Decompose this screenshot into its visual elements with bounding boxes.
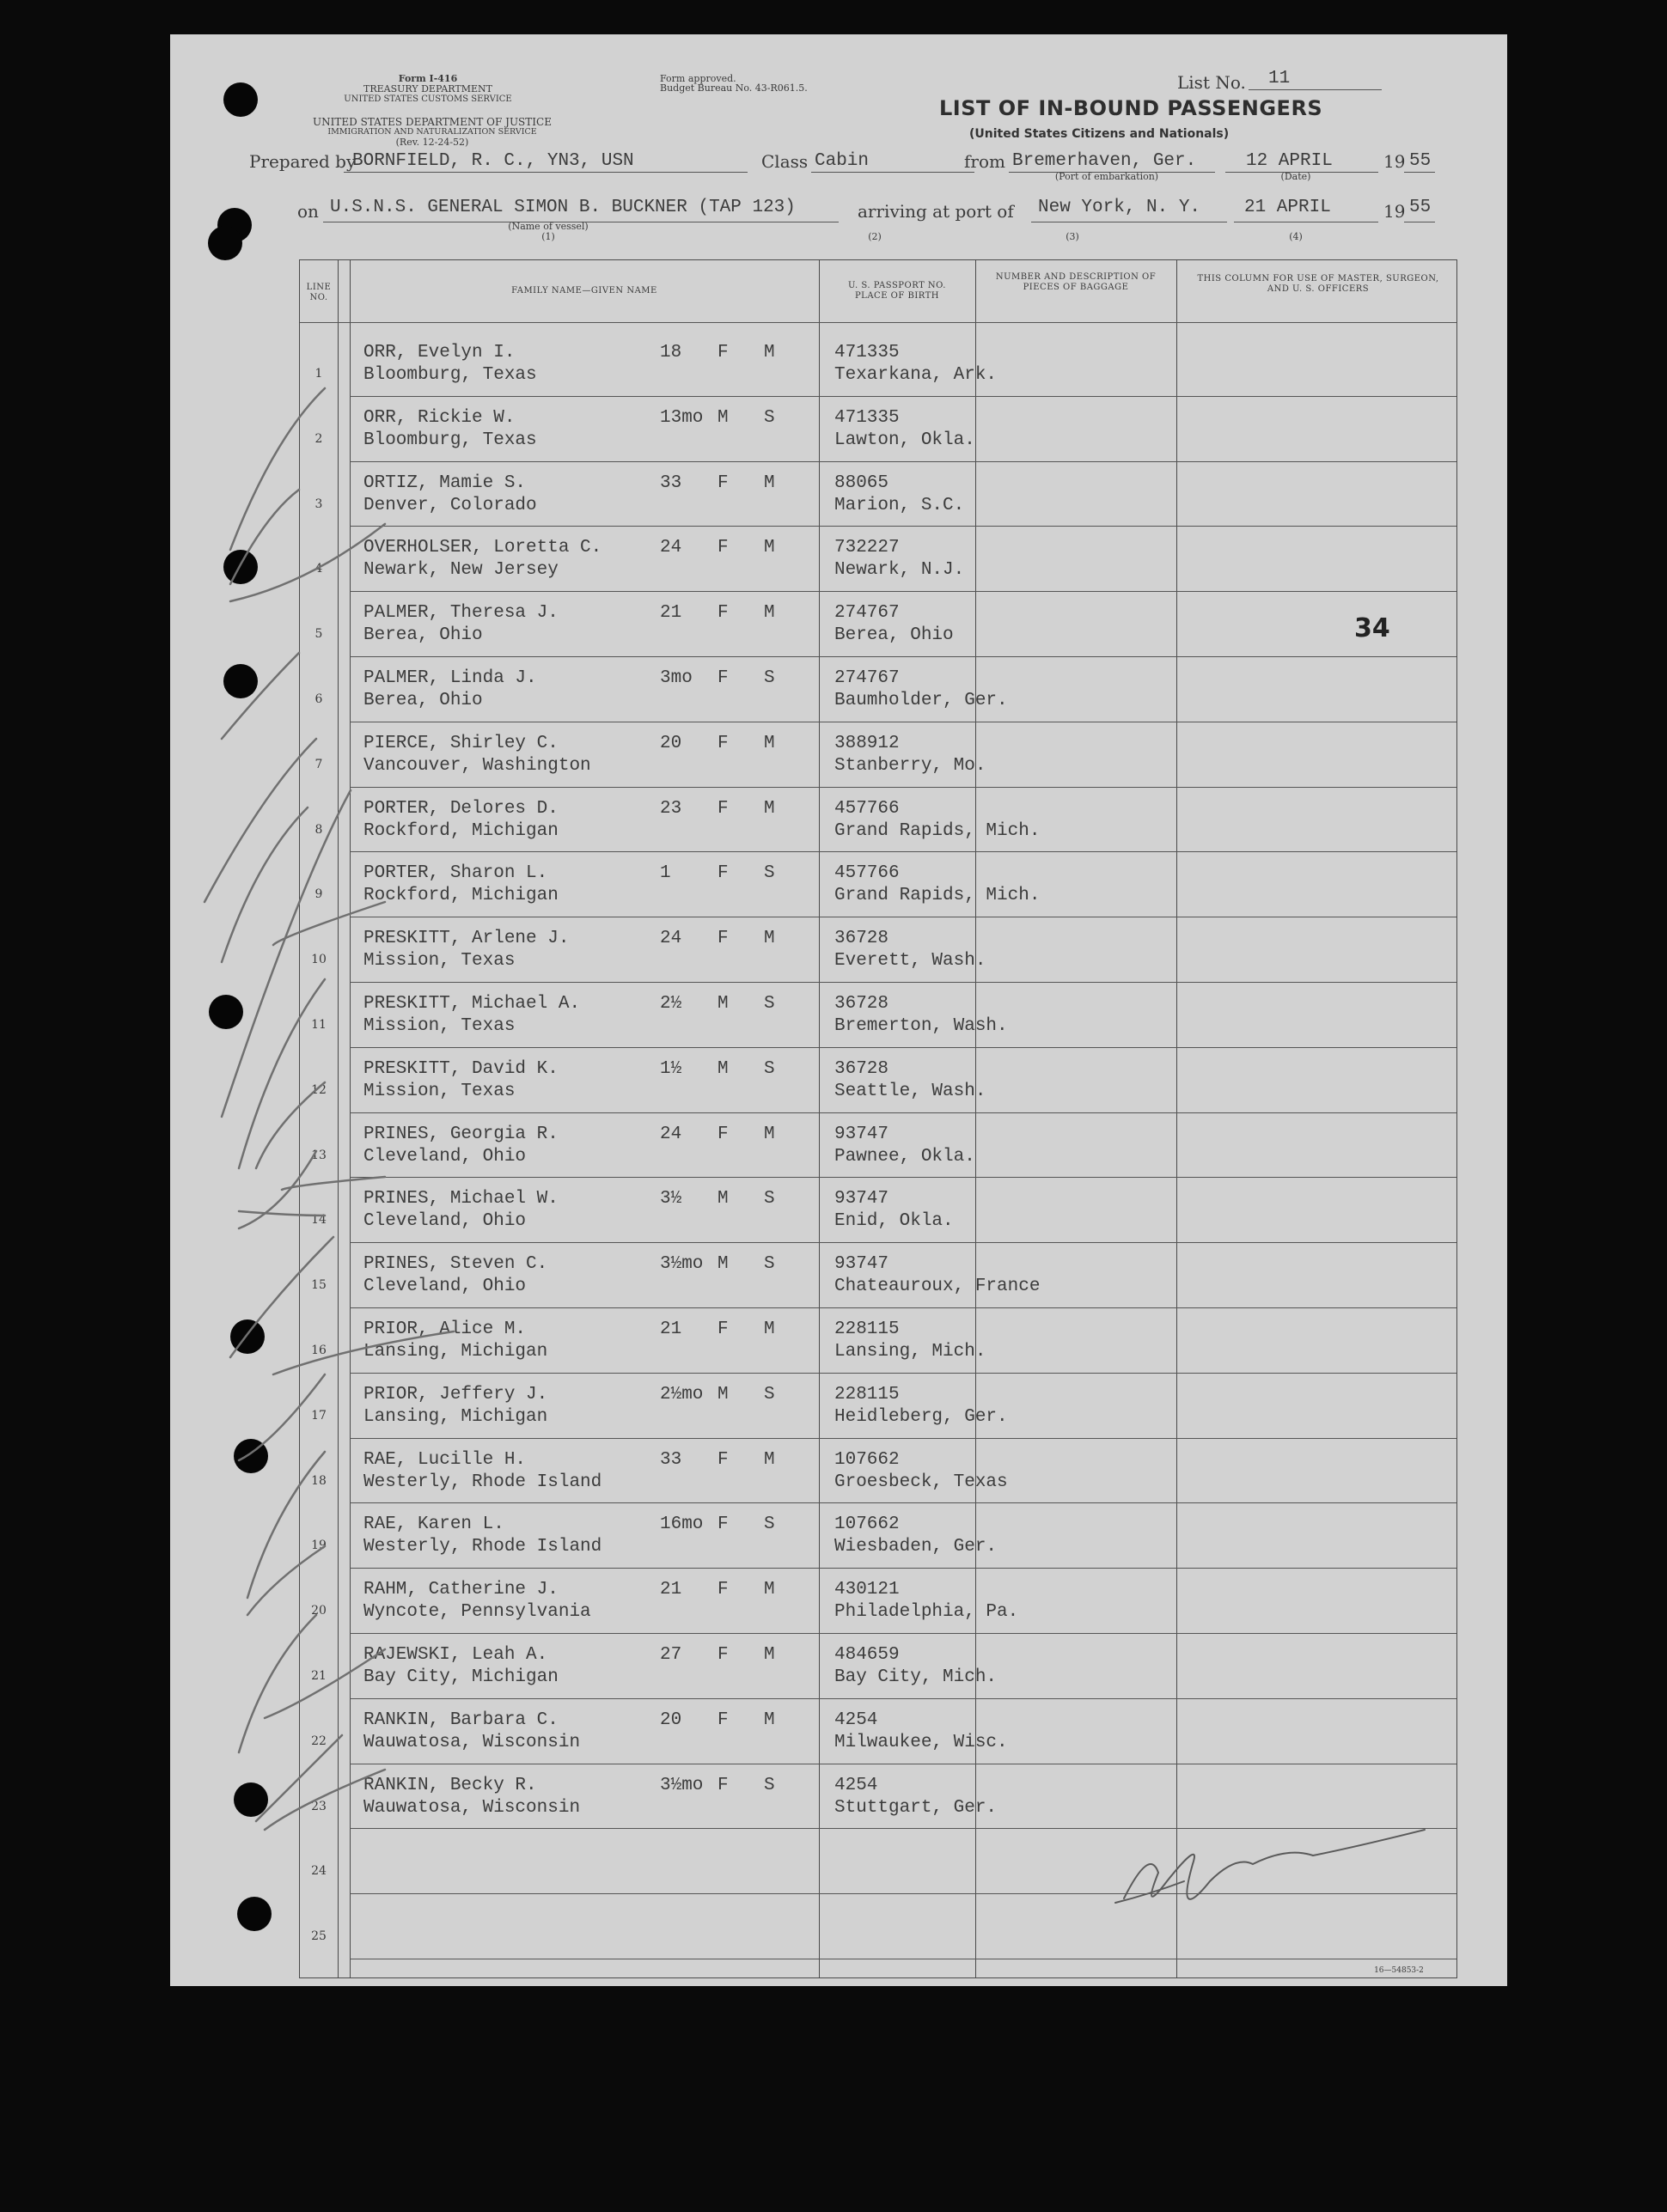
passenger-sex: M <box>717 407 729 428</box>
passenger-residence: Vancouver, Washington <box>363 755 591 776</box>
place-of-birth: Stuttgart, Ger. <box>834 1797 998 1818</box>
place-of-birth: Berea, Ohio <box>834 625 954 646</box>
passenger-age: 3½mo <box>660 1775 704 1795</box>
passenger-residence: Rockford, Michigan <box>363 820 559 841</box>
marital-status: M <box>764 603 775 624</box>
manifest-sheet <box>170 34 1507 1986</box>
passenger-age: 18 <box>660 343 682 363</box>
passport-number: 471335 <box>834 343 900 363</box>
marital-status: M <box>764 1449 775 1470</box>
passenger-name: PRESKITT, Arlene J. <box>363 929 570 949</box>
line-number: 15 <box>311 1278 327 1293</box>
passenger-residence: Mission, Texas <box>363 1081 516 1101</box>
class-value: Cabin <box>815 151 870 171</box>
passenger-name: RAHM, Catherine J. <box>363 1580 559 1600</box>
passenger-age: 2½mo <box>660 1384 704 1405</box>
marital-status: M <box>764 1124 775 1144</box>
place-of-birth: Enid, Okla. <box>834 1211 954 1232</box>
passenger-residence: Wauwatosa, Wisconsin <box>363 1732 581 1752</box>
passport-number: 457766 <box>834 798 900 819</box>
marital-status: M <box>764 1580 775 1600</box>
marital-status: M <box>764 798 775 819</box>
passenger-sex: F <box>717 1319 729 1339</box>
line-number: 22 <box>311 1734 327 1748</box>
passport-number: 274767 <box>834 668 900 688</box>
marital-status: S <box>764 1775 775 1795</box>
passenger-residence: Cleveland, Ohio <box>363 1211 527 1232</box>
on-label: on <box>297 201 319 222</box>
passenger-residence: Wauwatosa, Wisconsin <box>363 1797 581 1818</box>
passenger-sex: F <box>717 1645 729 1665</box>
passport-number: 36728 <box>834 929 889 949</box>
marital-status: S <box>764 1189 775 1210</box>
passport-number: 228115 <box>834 1319 900 1339</box>
passenger-sex: F <box>717 538 729 558</box>
passenger-residence: Cleveland, Ohio <box>363 1277 527 1297</box>
class-label: Class <box>761 151 809 172</box>
place-of-birth: Marion, S.C. <box>834 495 965 515</box>
marital-status: M <box>764 733 775 753</box>
passenger-residence: Westerly, Rhode Island <box>363 1472 602 1492</box>
vessel-name: U.S.N.S. GENERAL SIMON B. BUCKNER (TAP 123) <box>330 198 796 217</box>
marital-status: M <box>764 929 775 949</box>
passenger-name: OVERHOLSER, Loretta C. <box>363 538 602 558</box>
arrival-date: 21 APRIL <box>1244 198 1331 217</box>
place-of-birth: Everett, Wash. <box>834 951 986 972</box>
place-of-birth: Seattle, Wash. <box>834 1081 986 1101</box>
line-number: 19 <box>311 1539 327 1553</box>
passenger-age: 3mo <box>660 668 693 688</box>
handwritten-count: 34 <box>1354 613 1390 643</box>
passport-number: 93747 <box>834 1189 889 1210</box>
line-number: 2 <box>314 431 323 446</box>
line-number: 17 <box>311 1408 327 1423</box>
passenger-name: RAJEWSKI, Leah A. <box>363 1645 548 1665</box>
port-caption: (Port of embarkation) <box>1054 171 1159 182</box>
place-of-birth: Wiesbaden, Ger. <box>834 1537 998 1557</box>
line-number: 12 <box>311 1082 327 1097</box>
passenger-name: PRIOR, Alice M. <box>363 1319 527 1339</box>
passenger-residence: Cleveland, Ohio <box>363 1146 527 1167</box>
from-label: from <box>964 151 1005 172</box>
passenger-name: PORTER, Delores D. <box>363 798 559 819</box>
passport-number: 88065 <box>834 472 889 493</box>
passenger-age: 33 <box>660 1449 682 1470</box>
passport-number: 388912 <box>834 733 900 753</box>
arrival-year-prefix: 19 <box>1383 201 1406 222</box>
line-number: 10 <box>311 953 327 967</box>
place-of-birth: Groesbeck, Texas <box>834 1472 1008 1492</box>
form-number: Form I-416 <box>398 73 458 84</box>
from-date: 12 APRIL <box>1246 151 1333 171</box>
line-number: 16 <box>311 1344 327 1357</box>
passenger-sex: M <box>717 1384 729 1405</box>
passenger-sex: F <box>717 668 729 688</box>
form-approved: Form approved. <box>660 73 736 84</box>
passenger-age: 3½mo <box>660 1254 704 1275</box>
passenger-name: RANKIN, Barbara C. <box>363 1709 559 1730</box>
passenger-residence: Newark, New Jersey <box>363 560 559 581</box>
passenger-age: 24 <box>660 1124 682 1144</box>
caption-2: (2) <box>868 231 882 242</box>
form-revision: (Rev. 12-24-52) <box>395 137 469 148</box>
col-header-baggage: NUMBER AND DESCRIPTION OF PIECES OF BAGGAGE <box>995 272 1157 292</box>
passport-number: 471335 <box>834 407 900 428</box>
place-of-birth: Texarkana, Ark. <box>834 365 998 385</box>
passenger-sex: F <box>717 343 729 363</box>
passenger-residence: Lansing, Michigan <box>363 1406 548 1427</box>
passenger-residence: Mission, Texas <box>363 1016 516 1036</box>
line-number: 4 <box>314 562 323 576</box>
passenger-age: 24 <box>660 538 682 558</box>
passenger-age: 24 <box>660 929 682 949</box>
passenger-age: 21 <box>660 603 682 624</box>
vessel-caption: (Name of vessel) <box>508 221 589 232</box>
caption-3: (3) <box>1066 231 1079 242</box>
passport-number: 4254 <box>834 1709 878 1730</box>
from-year-prefix: 19 <box>1383 151 1406 172</box>
passenger-sex: F <box>717 1449 729 1470</box>
passenger-name: PRESKITT, David K. <box>363 1058 559 1079</box>
place-of-birth: Grand Rapids, Mich. <box>834 820 1041 841</box>
place-of-birth: Heidleberg, Ger. <box>834 1406 1008 1427</box>
passport-number: 4254 <box>834 1775 878 1795</box>
passenger-sex: M <box>717 1058 729 1079</box>
passenger-sex: F <box>717 1124 729 1144</box>
passenger-name: PRINES, Steven C. <box>363 1254 548 1275</box>
passenger-residence: Berea, Ohio <box>363 625 483 646</box>
marital-status: M <box>764 538 775 558</box>
place-of-birth: Newark, N.J. <box>834 560 965 581</box>
passport-number: 228115 <box>834 1384 900 1405</box>
budget-bureau: Budget Bureau No. 43-R061.5. <box>660 82 808 94</box>
passenger-name: RANKIN, Becky R. <box>363 1775 537 1795</box>
passport-number: 107662 <box>834 1449 900 1470</box>
passenger-name: ORR, Evelyn I. <box>363 343 516 363</box>
marital-status: M <box>764 1319 775 1339</box>
passenger-name: PRESKITT, Michael A. <box>363 994 581 1014</box>
line-number: 1 <box>314 367 323 381</box>
passenger-age: 1 <box>660 863 671 884</box>
arriving-label: arriving at port of <box>858 201 1014 222</box>
passenger-age: 16mo <box>660 1514 704 1535</box>
page-subtitle: (United States Citizens and Nationals) <box>969 127 1230 141</box>
marital-status: S <box>764 668 775 688</box>
passenger-age: 3½ <box>660 1189 682 1210</box>
from-year: 55 <box>1409 151 1432 171</box>
passenger-name: PRIOR, Jeffery J. <box>363 1384 548 1405</box>
passenger-residence: Denver, Colorado <box>363 495 537 515</box>
marital-status: M <box>764 472 775 493</box>
place-of-birth: Bremerton, Wash. <box>834 1016 1008 1036</box>
passenger-name: PALMER, Theresa J. <box>363 603 559 624</box>
passport-number: 430121 <box>834 1580 900 1600</box>
passenger-residence: Lansing, Michigan <box>363 1342 548 1362</box>
marital-status: S <box>764 1514 775 1535</box>
passenger-residence: Bloomburg, Texas <box>363 430 537 450</box>
marital-status: S <box>764 994 775 1014</box>
passport-number: 274767 <box>834 603 900 624</box>
dept-customs: UNITED STATES CUSTOMS SERVICE <box>344 94 512 104</box>
passenger-sex: F <box>717 929 729 949</box>
col-header-line-no: LINE NO. <box>306 283 332 302</box>
pencil-tick-marks <box>170 34 1507 1986</box>
place-of-birth: Stanberry, Mo. <box>834 755 986 776</box>
passenger-name: ORR, Rickie W. <box>363 407 516 428</box>
marital-status: S <box>764 1254 775 1275</box>
passenger-residence: Rockford, Michigan <box>363 886 559 906</box>
passenger-residence: Mission, Texas <box>363 951 516 972</box>
line-number: 13 <box>311 1148 327 1162</box>
passenger-sex: F <box>717 1775 729 1795</box>
marital-status: S <box>764 1384 775 1405</box>
date-caption: (Date) <box>1280 171 1311 182</box>
dept-justice: UNITED STATES DEPARTMENT OF JUSTICE <box>313 116 552 128</box>
line-number: 24 <box>311 1864 327 1879</box>
passenger-sex: F <box>717 603 729 624</box>
passenger-sex: F <box>717 798 729 819</box>
passenger-name: PORTER, Sharon L. <box>363 863 548 884</box>
place-of-birth: Philadelphia, Pa. <box>834 1602 1019 1623</box>
passenger-sex: F <box>717 863 729 884</box>
from-port: Bremerhaven, Ger. <box>1012 151 1197 171</box>
line-number: 7 <box>314 757 323 771</box>
line-number: 18 <box>311 1473 327 1488</box>
marital-status: S <box>764 1058 775 1079</box>
line-number: 20 <box>311 1604 327 1618</box>
passenger-residence: Bay City, Michigan <box>363 1667 559 1687</box>
place-of-birth: Bay City, Mich. <box>834 1667 998 1687</box>
passenger-name: PIERCE, Shirley C. <box>363 733 559 753</box>
line-number: 9 <box>314 887 323 902</box>
passenger-sex: M <box>717 1189 729 1210</box>
marital-status: S <box>764 863 775 884</box>
passenger-name: RAE, Lucille H. <box>363 1449 527 1470</box>
line-number: 6 <box>314 692 323 706</box>
place-of-birth: Chateauroux, France <box>834 1277 1041 1297</box>
passenger-sex: F <box>717 472 729 493</box>
line-number: 14 <box>311 1213 327 1228</box>
passenger-age: 2½ <box>660 994 682 1014</box>
line-number: 5 <box>314 627 323 642</box>
passenger-age: 20 <box>660 733 682 753</box>
col-header-name: FAMILY NAME—GIVEN NAME <box>511 286 657 296</box>
caption-4: (4) <box>1289 231 1303 242</box>
passenger-name: PALMER, Linda J. <box>363 668 537 688</box>
place-of-birth: Lansing, Mich. <box>834 1342 986 1362</box>
passenger-residence: Westerly, Rhode Island <box>363 1537 602 1557</box>
passenger-name: ORTIZ, Mamie S. <box>363 472 527 493</box>
passenger-age: 13mo <box>660 407 704 428</box>
passenger-age: 27 <box>660 1645 682 1665</box>
passport-number: 107662 <box>834 1514 900 1535</box>
passenger-name: PRINES, Georgia R. <box>363 1124 559 1144</box>
place-of-birth: Milwaukee, Wisc. <box>834 1732 1008 1752</box>
passenger-sex: M <box>717 1254 729 1275</box>
marital-status: M <box>764 1645 775 1665</box>
passenger-sex: F <box>717 1709 729 1730</box>
place-of-birth: Lawton, Okla. <box>834 430 975 450</box>
line-number: 23 <box>311 1799 327 1813</box>
passport-number: 732227 <box>834 538 900 558</box>
marital-status: M <box>764 1709 775 1730</box>
passport-number: 457766 <box>834 863 900 884</box>
passenger-name: PRINES, Michael W. <box>363 1189 559 1210</box>
list-number: 11 <box>1268 69 1291 88</box>
line-number: 8 <box>314 822 323 837</box>
page-title: LIST OF IN-BOUND PASSENGERS <box>939 96 1323 120</box>
place-of-birth: Pawnee, Okla. <box>834 1146 975 1167</box>
prepared-by-label: Prepared by <box>249 151 357 172</box>
caption-1: (1) <box>541 231 555 242</box>
dept-treasury: TREASURY DEPARTMENT <box>363 83 492 94</box>
passport-number: 93747 <box>834 1124 889 1144</box>
passport-number: 93747 <box>834 1254 889 1275</box>
passenger-age: 20 <box>660 1709 682 1730</box>
list-number-label: List No. <box>1177 72 1246 93</box>
place-of-birth: Grand Rapids, Mich. <box>834 886 1041 906</box>
passenger-sex: F <box>717 733 729 753</box>
arrival-year: 55 <box>1409 198 1432 217</box>
col-header-officers: THIS COLUMN FOR USE OF MASTER, SURGEON, AND U. S. OFFICERS <box>1197 274 1439 294</box>
passport-number: 484659 <box>834 1645 900 1665</box>
signature <box>1115 1830 1425 1903</box>
place-of-birth: Baumholder, Ger. <box>834 691 1008 710</box>
passenger-sex: F <box>717 1514 729 1535</box>
line-number: 3 <box>314 497 323 511</box>
passenger-age: 23 <box>660 798 682 819</box>
passenger-residence: Berea, Ohio <box>363 691 483 710</box>
passenger-sex: F <box>717 1580 729 1600</box>
dept-immigration: IMMIGRATION AND NATURALIZATION SERVICE <box>327 127 537 137</box>
passport-number: 36728 <box>834 1058 889 1079</box>
passenger-age: 21 <box>660 1319 682 1339</box>
passenger-sex: M <box>717 994 729 1014</box>
passenger-age: 1½ <box>660 1058 682 1079</box>
passenger-residence: Wyncote, Pennsylvania <box>363 1602 591 1623</box>
passenger-age: 33 <box>660 472 682 493</box>
line-number: 21 <box>311 1669 327 1683</box>
col-header-passport: U. S. PASSPORT NO. PLACE OF BIRTH <box>848 281 946 301</box>
prepared-by: BORNFIELD, R. C., YN3, USN <box>352 151 634 171</box>
passenger-residence: Bloomburg, Texas <box>363 365 537 385</box>
arrival-port: New York, N. Y. <box>1038 198 1201 217</box>
line-number: 11 <box>311 1018 327 1032</box>
footer-code: 16—54853-2 <box>1374 1966 1424 1975</box>
passport-number: 36728 <box>834 994 889 1014</box>
passenger-name: RAE, Karen L. <box>363 1514 504 1535</box>
line-number: 25 <box>311 1929 327 1944</box>
marital-status: S <box>764 407 775 428</box>
marital-status: M <box>764 343 775 363</box>
passenger-age: 21 <box>660 1580 682 1600</box>
